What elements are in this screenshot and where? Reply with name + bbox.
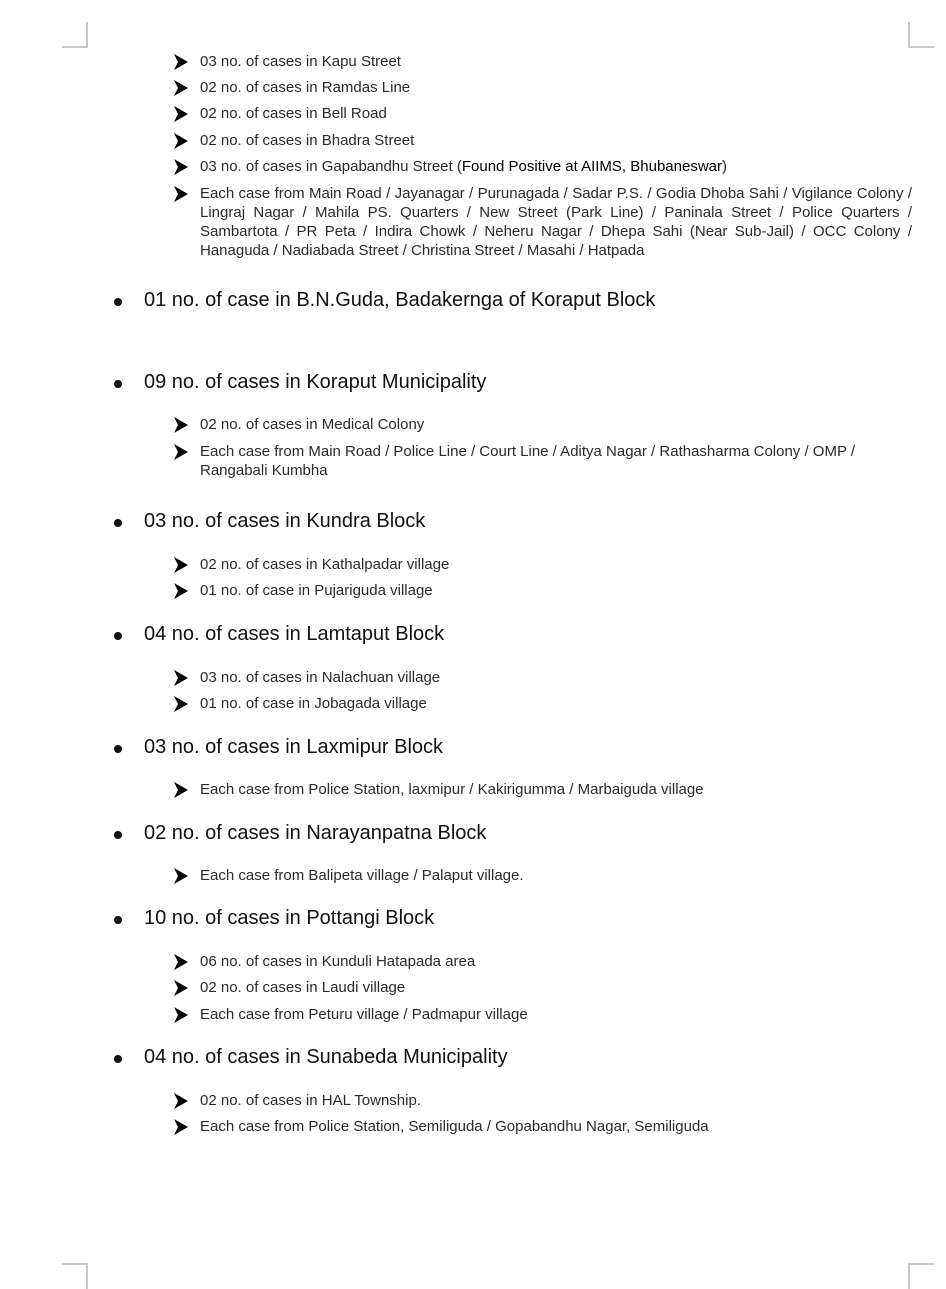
arrow-bullet-icon xyxy=(172,1006,190,1024)
list-item xyxy=(172,442,912,480)
arrow-bullet-icon xyxy=(172,185,190,203)
list-item-text: Each case from Police Station, laxmipur / Kakirigumma / Marbaiguda village xyxy=(200,781,704,798)
section-heading-text: 09 no. of cases in Koraput Municipality xyxy=(144,371,487,393)
bullet-icon xyxy=(114,1055,122,1063)
arrow-bullet-icon xyxy=(172,443,190,461)
list-item xyxy=(172,78,912,97)
list-item-text: 01 no. of case in Pujariguda village xyxy=(200,582,433,599)
list-item-text xyxy=(200,157,912,176)
section-heading xyxy=(112,509,425,533)
list-item-text: 02 no. of cases in HAL Township. xyxy=(200,1092,421,1109)
section-heading xyxy=(112,622,444,646)
list-item-text: Each case from Peturu village / Padmapur village xyxy=(200,1006,528,1023)
list-item xyxy=(172,866,912,885)
list-item-text: Each case from Police Station, Semiliguda / Gopabandhu Nagar, Semiliguda xyxy=(200,1118,709,1135)
bullet-icon xyxy=(114,519,122,527)
list-item-text: 02 no. of cases in Medical Colony xyxy=(200,416,425,433)
section-heading-text: 02 no. of cases in Narayanpatna Block xyxy=(144,822,487,844)
list-item-text: 01 no. of case in Jobagada village xyxy=(200,695,427,712)
bullet-icon xyxy=(114,298,122,306)
arrow-bullet-icon xyxy=(172,158,190,176)
list-item xyxy=(172,131,912,150)
list-item-text: Each case from Main Road / Jayanagar / Purunagada / Sadar P.S. / Godia Dhoba Sahi / Vigilance Colony / Lingraj Nagar / Mahila PS. Quarters / New Street (Park Line) / Paninala Street / Police Quarters / Sambartota / PR Peta / Indira Chowk / Neheru Nagar / Dhepa Sahi (Near Sub-Jail) / OCC Colony / Hanaguda / Nadiabada Street / Christina Street / Masahi / Hatpada xyxy=(200,185,912,259)
list-item xyxy=(172,668,912,687)
section-heading xyxy=(112,288,655,312)
list-item-text-tail: ) xyxy=(722,158,727,175)
list-item-text: 06 no. of cases in Kunduli Hatapada area xyxy=(200,953,476,970)
list-item xyxy=(172,104,912,123)
list-item xyxy=(172,184,912,260)
list-item xyxy=(172,978,912,997)
list-item-text: 02 no. of cases in Ramdas Line xyxy=(200,79,411,96)
list-item-text: 02 no. of cases in Laudi village xyxy=(200,979,406,996)
highlight-text: Found Positive at AIIMS, Bhubaneswar xyxy=(461,158,722,175)
arrow-bullet-icon xyxy=(172,53,190,71)
arrow-bullet-icon xyxy=(172,132,190,150)
list-item xyxy=(172,1117,912,1136)
page-corner-mark-top-right xyxy=(908,22,934,48)
section-heading xyxy=(112,906,434,930)
bullet-icon xyxy=(114,380,122,388)
arrow-bullet-icon xyxy=(172,1092,190,1110)
arrow-bullet-icon xyxy=(172,105,190,123)
page-corner-mark-top-left xyxy=(62,22,88,48)
list-item xyxy=(172,581,912,600)
section-heading xyxy=(112,821,486,845)
list-item xyxy=(172,415,912,434)
list-item-text-main: 03 no. of cases in Gapabandhu Street ( xyxy=(200,158,462,175)
arrow-bullet-icon xyxy=(172,867,190,885)
arrow-bullet-icon xyxy=(172,979,190,997)
bullet-icon xyxy=(114,745,122,753)
arrow-bullet-icon xyxy=(172,695,190,713)
section-heading-text: 10 no. of cases in Pottangi Block xyxy=(144,907,435,929)
section-heading-text: 04 no. of cases in Lamtaput Block xyxy=(144,623,445,645)
list-item-text: 02 no. of cases in Bell Road xyxy=(200,105,387,122)
list-item-text: 02 no. of cases in Bhadra Street xyxy=(200,132,415,149)
arrow-bullet-icon xyxy=(172,556,190,574)
bullet-icon xyxy=(114,632,122,640)
list-item xyxy=(172,780,912,799)
arrow-bullet-icon xyxy=(172,953,190,971)
list-item xyxy=(172,694,912,713)
bullet-icon xyxy=(114,831,122,839)
arrow-bullet-icon xyxy=(172,669,190,687)
section-heading-text: 03 no. of cases in Kundra Block xyxy=(144,510,426,532)
bullet-icon xyxy=(114,916,122,924)
list-item xyxy=(172,555,912,574)
section-heading xyxy=(112,735,443,759)
section-heading-text: 04 no. of cases in Sunabeda Municipality xyxy=(144,1046,508,1068)
page-corner-mark-bottom-left xyxy=(62,1263,88,1289)
section-heading xyxy=(112,1045,508,1069)
arrow-bullet-icon xyxy=(172,79,190,97)
section-heading xyxy=(112,370,486,394)
section-heading-text: 01 no. of case in B.N.Guda, Badakernga of Koraput Block xyxy=(144,289,656,311)
list-item-text: 03 no. of cases in Nalachuan village xyxy=(200,669,441,686)
list-item-text: 02 no. of cases in Kathalpadar village xyxy=(200,556,450,573)
list-item xyxy=(172,157,912,176)
list-item xyxy=(172,1005,912,1024)
list-item-text: Each case from Main Road / Police Line / Court Line / Aditya Nagar / Rathasharma Colony / OMP / Rangabali Kumbha xyxy=(200,443,856,479)
list-item xyxy=(172,1091,912,1110)
arrow-bullet-icon xyxy=(172,781,190,799)
arrow-bullet-icon xyxy=(172,416,190,434)
page-corner-mark-bottom-right xyxy=(908,1263,934,1289)
list-item xyxy=(172,52,912,71)
arrow-bullet-icon xyxy=(172,1118,190,1136)
arrow-bullet-icon xyxy=(172,582,190,600)
list-item xyxy=(172,952,912,971)
section-heading-text: 03 no. of cases in Laxmipur Block xyxy=(144,736,444,758)
list-item-text: Each case from Balipeta village / Palaput village. xyxy=(200,867,524,884)
list-item-text: 03 no. of cases in Kapu Street xyxy=(200,53,401,70)
